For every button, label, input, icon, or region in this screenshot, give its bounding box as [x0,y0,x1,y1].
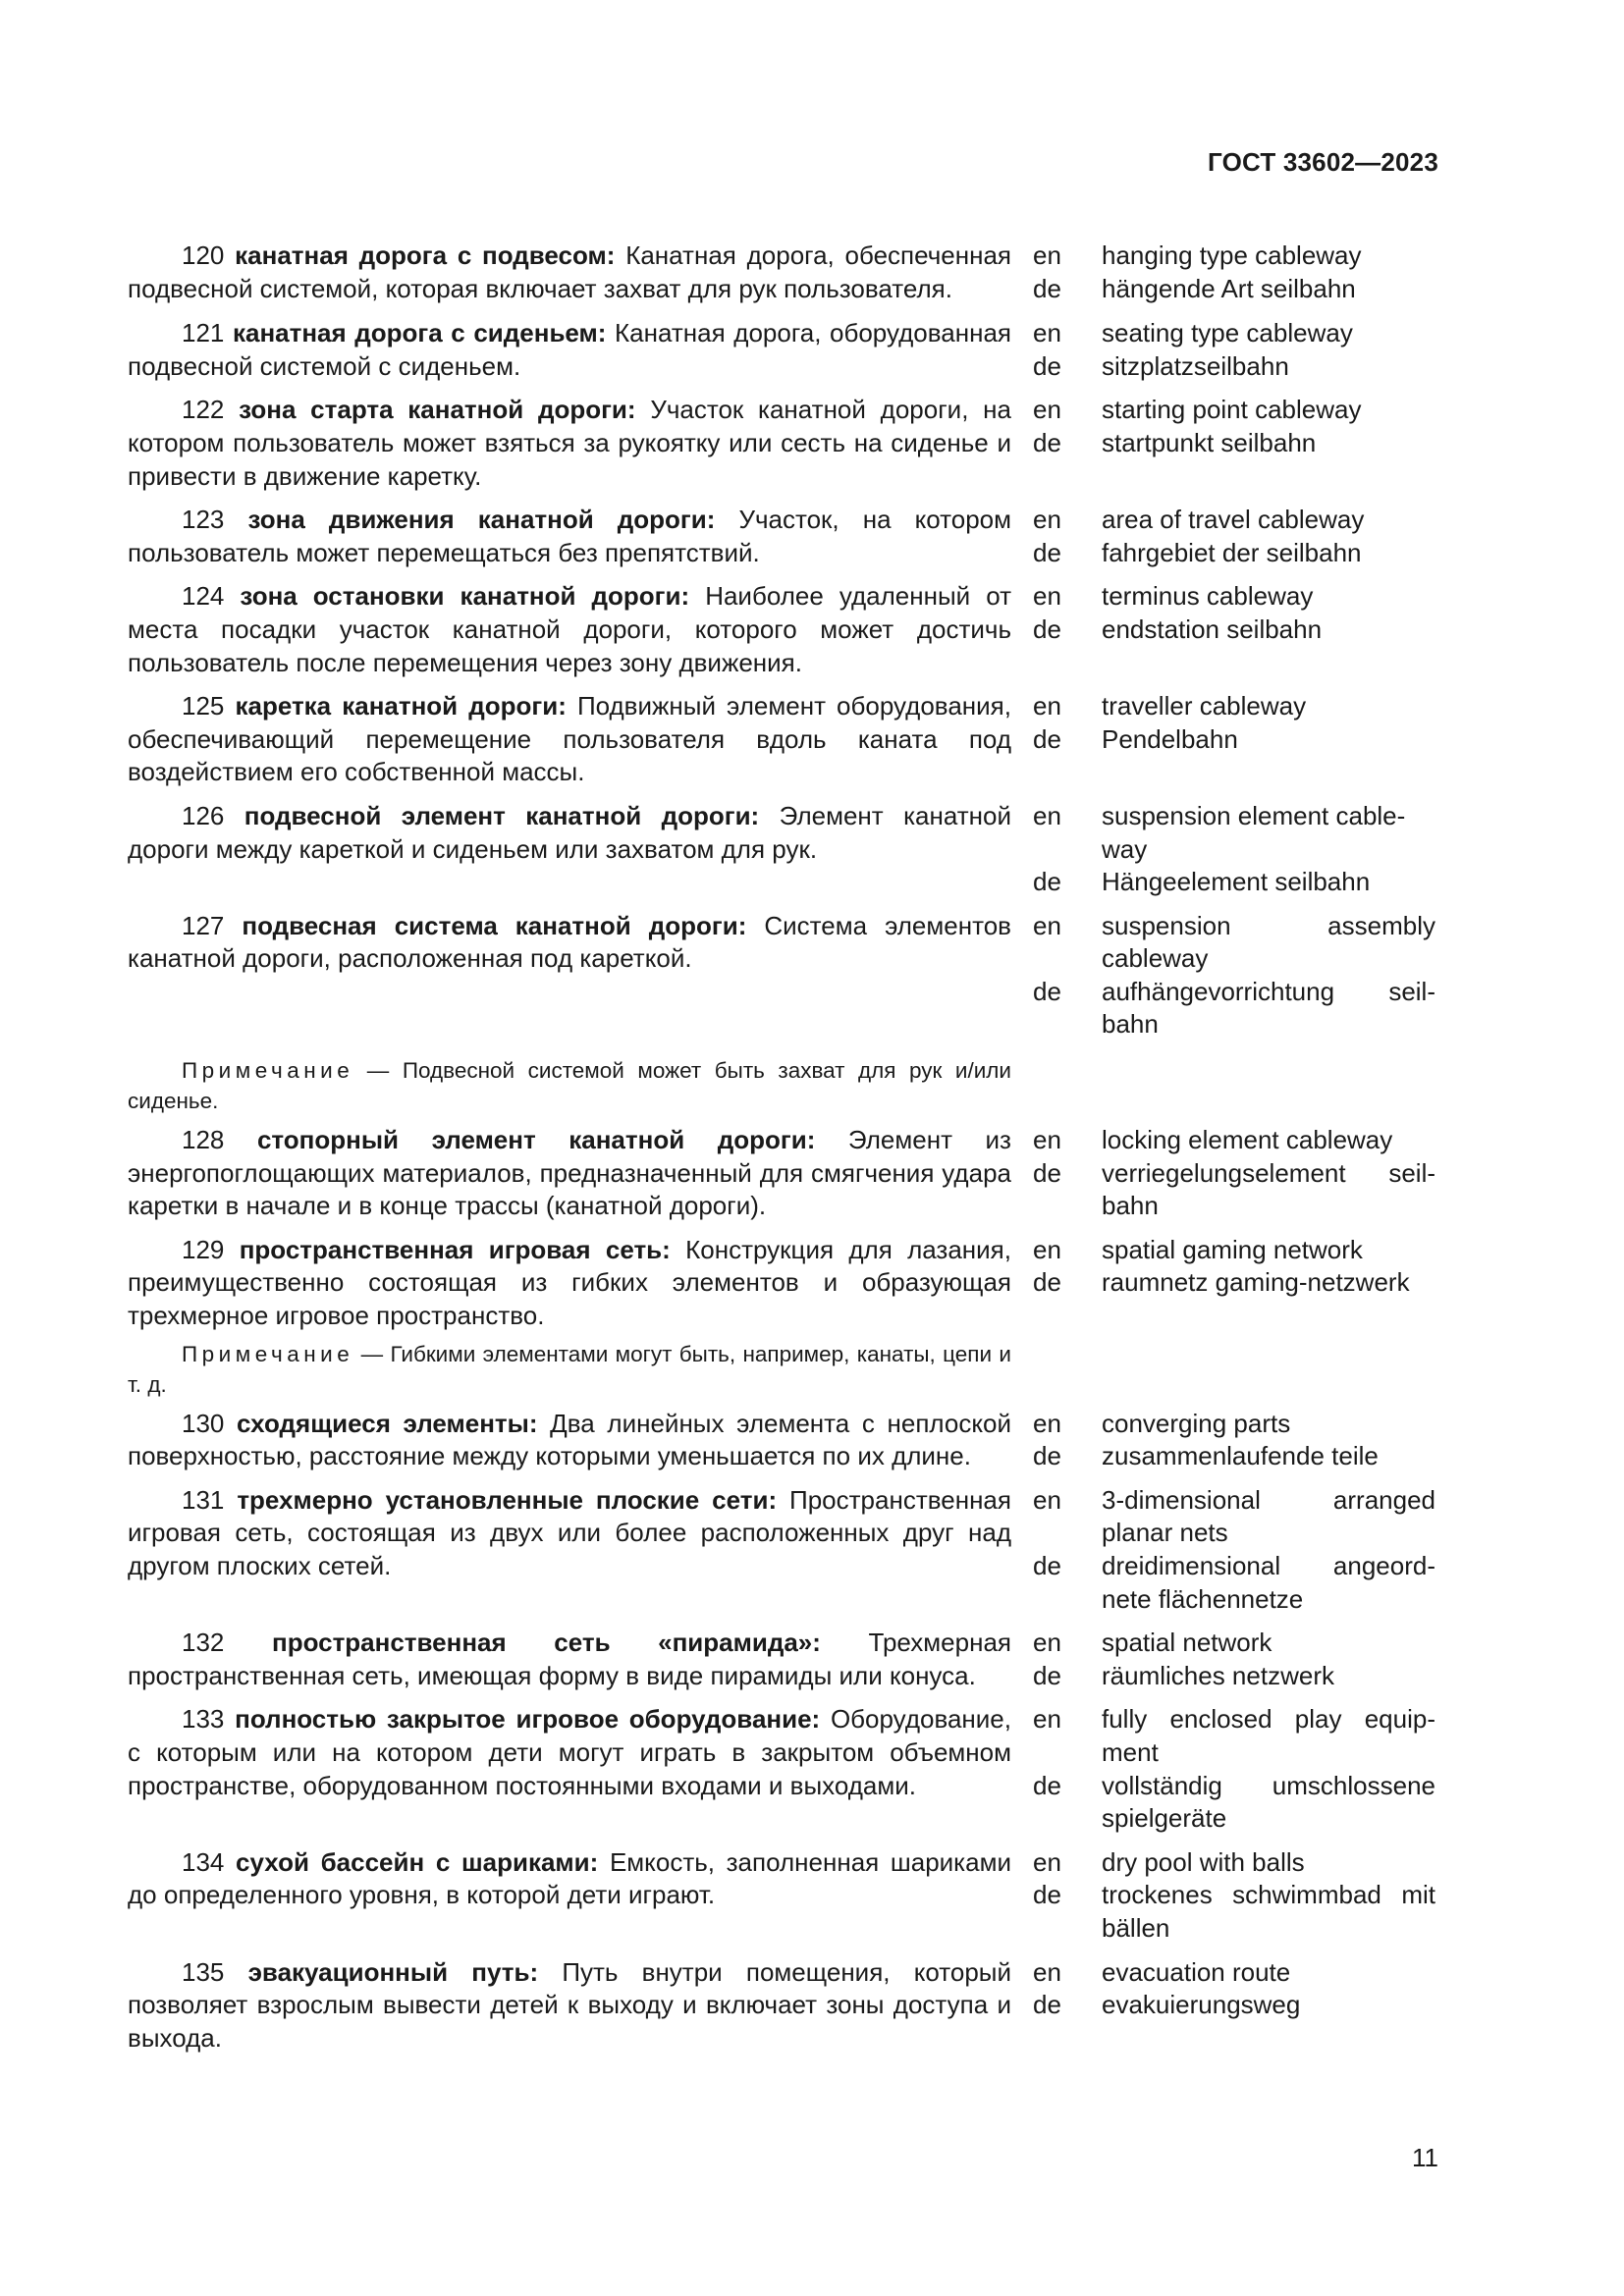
term-title: сходящиеся элементы: [237,1408,538,1438]
term-number: 121 [182,318,225,348]
term-number: 130 [182,1408,225,1438]
translation-pair [1033,537,1435,570]
term-en: starting point cableway [1102,395,1362,425]
term-de [1102,1879,1435,1945]
lang-code-de: de [1033,1551,1061,1580]
term-en [1102,1703,1435,1769]
term-en: area of travel cableway [1102,505,1365,535]
lang-code-de: de [1033,1157,1061,1188]
lang-code-en: en [1033,1484,1061,1515]
translation-pair [1033,1956,1435,1990]
term-number: 134 [182,1846,225,1877]
note-label: Примечание [182,1341,354,1366]
term-entry [128,1124,1438,1223]
lang-code-de: de [1033,1267,1061,1298]
translation-pair [1033,1989,1435,2022]
lang-code-en: en [1033,395,1061,425]
lang-code-en: en [1033,1234,1061,1264]
term-entry [128,1956,1438,2056]
term-de-line: trockenes schwimmbad mit [1102,1880,1435,1910]
term-definition: Конструкция для лазания, преимущественно состоящая из гибких элементов и образующая трехмерное игровое пространство. [128,1234,1011,1331]
document-code: ГОСТ 33602—2023 [1208,147,1438,177]
page-number: 11 [1412,2143,1438,2172]
term-entry [128,1484,1438,1616]
term-text [128,1124,1011,1223]
translations [1011,317,1435,383]
translation-pair [1033,350,1435,384]
term-definition: Подвижный элемент оборудования, обеспечивающий перемещение пользователя вдоль каната под воздействием его собственной массы. [128,691,1011,787]
term-en: terminus cableway [1102,581,1314,612]
term-definition: Два линейных элемента с неплоской поверхностью, расстояние между которыми уменьшается по их длине. [128,1408,1012,1471]
term-de: sitzplatzseilbahn [1102,350,1289,381]
term-text [128,910,1011,976]
term-entry [128,1627,1438,1692]
term-en: hanging type cableway [1102,240,1362,270]
term-definition: Путь внутри помещения, который позволяет взрослым вывести детей к выходу и включает зоны доступа и выхода. [128,1956,1011,2053]
lang-code-en: en [1033,691,1061,721]
term-en-line: suspension assembly [1102,910,1435,940]
term-definition: Участок, на котором пользователь может перемещаться без препятствий. [128,505,1012,567]
term-de [1102,1550,1435,1616]
translations [1011,1846,1435,1946]
term-number: 125 [182,691,225,721]
term-definition: Элемент канатной дороги между кареткой и сиденьем или захватом для рук. [128,800,1011,864]
term-number: 128 [182,1125,225,1155]
term-en: seating type cableway [1102,318,1353,348]
translation-pair [1033,1846,1435,1880]
term-de-line: nete flächennetze [1102,1583,1304,1614]
lang-code-en: en [1033,1408,1061,1438]
translation-pair [1033,1627,1435,1660]
term-number: 126 [182,800,225,830]
term-en: spatial network [1102,1628,1272,1658]
translation-pair [1033,1124,1435,1157]
note-text: — Подвесной системой может быть захват для рук и/или сиденье. [128,1058,1011,1114]
term-title: канатная дорога с сиденьем: [232,318,607,348]
term-de: fahrgebiet der seilbahn [1102,537,1362,567]
translation-pair [1033,273,1435,306]
term-de-line: bällen [1102,1912,1170,1943]
lang-code-de: de [1033,273,1061,303]
term-de-line: dreidimensional angeord- [1102,1551,1435,1580]
term-en-line: planar nets [1102,1518,1228,1548]
lang-code-en: en [1033,1628,1061,1658]
term-title: зона движения канатной дороги: [247,505,716,535]
term-definition: Оборудование, с которым или на котором дети могут играть в закрытом объемном пространстве, оборудованном постоянными входами и выходами. [128,1704,1011,1800]
lang-code-en: en [1033,910,1061,940]
translation-pair [1033,723,1435,757]
term-en: spatial gaming network [1102,1234,1363,1264]
term-number: 129 [182,1234,225,1264]
term-de: Hängeelement seilbahn [1102,867,1371,897]
term-entry [128,504,1438,569]
translation-pair [1033,1484,1435,1550]
translations [1011,1124,1435,1223]
lang-code-en: en [1033,240,1061,270]
term-text [128,1234,1011,1333]
term-number: 124 [182,581,225,612]
term-text [128,317,1011,383]
translation-pair [1033,1408,1435,1441]
term-de: evakuierungsweg [1102,1990,1301,2020]
translations [1011,1627,1435,1692]
lang-code-de: de [1033,1880,1061,1910]
lang-code-de: de [1033,537,1061,567]
term-en-line: way [1102,833,1148,864]
term-title: зона остановки канатной дороги: [240,581,690,612]
translations [1011,1703,1435,1835]
term-en [1102,910,1435,976]
term-en-line: suspension element cable- [1102,800,1406,830]
term-entry [128,1846,1438,1946]
lang-code-de: de [1033,1770,1061,1800]
translation-pair [1033,1660,1435,1693]
lang-code-de: de [1033,1660,1061,1690]
translation-pair [1033,866,1435,899]
note [128,1055,1011,1116]
term-text [128,1408,1011,1473]
term-entry [128,240,1438,305]
term-text [128,690,1011,789]
translation-pair [1033,1879,1435,1945]
translation-pair [1033,614,1435,647]
term-de-line: aufhängevorrichtung seil- [1102,976,1435,1006]
lang-code-en: en [1033,1846,1061,1877]
term-title: подвесная система канатной дороги: [242,910,747,940]
term-en: evacuation route [1102,1956,1291,1987]
term-en-line: ment [1102,1736,1159,1767]
translation-pair [1033,1266,1435,1300]
translations [1011,1408,1435,1473]
term-number: 131 [182,1484,225,1515]
term-de-line: bahn [1102,1009,1159,1040]
translations [1011,240,1435,305]
term-de-line: spielgeräte [1102,1803,1227,1834]
translations [1011,690,1435,756]
lang-code-en: en [1033,800,1061,830]
term-entry [128,1234,1438,1333]
term-text [128,394,1011,493]
term-definition: Наиболее удаленный от места посадки участок канатной дороги, которого может достичь пользователь после перемещения через зону движения. [128,581,1011,677]
translation-pair [1033,690,1435,723]
term-title: полностью закрытое игровое оборудование: [235,1704,821,1735]
term-entry [128,1408,1438,1473]
term-text [128,800,1011,866]
term-de: Pendelbahn [1102,723,1238,754]
term-text [128,240,1011,305]
term-de-line: vollständig umschlossene [1102,1770,1435,1800]
term-definition: Система элементов канатной дороги, расположенная под кареткой. [128,910,1011,974]
term-number: 120 [182,240,225,270]
term-entry [128,910,1438,1041]
lang-code-de: de [1033,976,1061,1006]
term-de: räumliches netzwerk [1102,1660,1334,1690]
term-title: пространственная сеть «пирамида»: [271,1628,821,1658]
term-de: endstation seilbahn [1102,614,1323,644]
translation-pair [1033,1157,1435,1223]
translation-pair [1033,1234,1435,1267]
term-title: эвакуационный путь: [247,1956,539,1987]
term-de [1102,1770,1435,1836]
lang-code-de: de [1033,427,1061,457]
translations [1011,1484,1435,1616]
term-de [1102,1157,1435,1223]
lang-code-en: en [1033,318,1061,348]
translation-pair [1033,1703,1435,1769]
term-entry [128,317,1438,383]
note [128,1339,1011,1400]
term-definition: Канатная дорога, обеспеченная подвесной системой, которая включает захват для рук пользователя. [128,240,1011,303]
term-en-line: cableway [1102,943,1209,974]
term-text [128,1956,1011,2056]
term-de: hängende Art seilbahn [1102,273,1356,303]
term-en: dry pool with balls [1102,1846,1305,1877]
term-text [128,1703,1011,1802]
term-en-line: 3-dimensional arranged [1102,1484,1435,1515]
lang-code-de: de [1033,1441,1061,1471]
term-definition: Канатная дорога, оборудованная подвесной системой с сиденьем. [128,318,1011,381]
term-number: 123 [182,505,225,535]
term-title: пространственная игровая сеть: [239,1234,671,1264]
term-entry [128,690,1438,789]
term-title: сухой бассейн с шариками: [236,1846,599,1877]
term-en [1102,1484,1435,1550]
translation-pair [1033,800,1435,866]
term-number: 135 [182,1956,225,1987]
terms-list [128,240,1438,2055]
term-en: converging parts [1102,1408,1291,1438]
term-number: 127 [182,910,225,940]
translations [1011,910,1435,1041]
term-definition: Трехмерная пространственная сеть, имеющая форму в виде пирамиды или конуса. [128,1628,1011,1690]
translation-pair [1033,1550,1435,1616]
term-title: каретка канатной дороги: [235,691,567,721]
lang-code-de: de [1033,614,1061,644]
term-title: подвесной элемент канатной дороги: [244,800,760,830]
lang-code-en: en [1033,1956,1061,1987]
translation-pair [1033,317,1435,350]
term-de [1102,976,1435,1041]
term-title: стопорный элемент канатной дороги: [256,1125,816,1155]
lang-code-en: en [1033,581,1061,612]
term-definition: Емкость, заполненная шариками до определенного уровня, в которой дети играют. [128,1846,1011,1910]
term-text [128,504,1011,569]
term-entry [128,580,1438,679]
translation-pair [1033,394,1435,427]
lang-code-en: en [1033,1704,1061,1735]
translation-pair [1033,427,1435,460]
term-de: startpunkt seilbahn [1102,427,1317,457]
term-en: locking element cableway [1102,1125,1393,1155]
term-definition: Элемент из энергопоглощающих материалов, предназначенный для смягчения удара каретки в начале и в конце трассы (канатной дороги). [128,1125,1011,1221]
translation-pair [1033,910,1435,976]
term-title: канатная дорога с подвесом: [235,240,616,270]
term-definition: Пространственная игровая сеть, состоящая из двух или более расположенных друг над другом плоских сетей. [128,1484,1011,1580]
note-label: Примечание [182,1058,354,1084]
lang-code-en: en [1033,505,1061,535]
lang-code-de: de [1033,867,1061,897]
translation-pair [1033,1770,1435,1836]
term-de-line: bahn [1102,1191,1159,1221]
lang-code-de: de [1033,723,1061,754]
term-text [128,1846,1011,1912]
translation-pair [1033,504,1435,537]
translation-pair [1033,1440,1435,1473]
lang-code-de: de [1033,1990,1061,2020]
term-text [128,1627,1011,1692]
term-title: зона старта канатной дороги: [239,395,636,425]
translations [1011,580,1435,646]
term-text [128,580,1011,679]
lang-code-de: de [1033,350,1061,381]
translation-pair [1033,240,1435,273]
term-number: 132 [182,1628,225,1658]
translations [1011,1234,1435,1300]
term-entry [128,800,1438,899]
translations [1011,504,1435,569]
note-text: — Гибкими элементами могут быть, например, канаты, цепи и т. д. [128,1341,1011,1397]
term-en: traveller cableway [1102,691,1307,721]
term-de: raumnetz gaming-netzwerk [1102,1267,1410,1298]
term-number: 122 [182,395,225,425]
term-de: zusammenlaufende teile [1102,1441,1379,1471]
translations [1011,1956,1435,2022]
translation-pair [1033,976,1435,1041]
term-definition: Участок канатной дороги, на котором пользователь может взяться за рукоятку или сесть на сиденье и привести в движение каретку. [128,395,1011,491]
term-text [128,1484,1011,1583]
term-entry [128,1703,1438,1835]
term-en-line: fully enclosed play equip- [1102,1704,1435,1735]
term-de-line: verriegelungselement seil- [1102,1157,1435,1188]
term-number: 133 [182,1704,225,1735]
translations [1011,800,1435,899]
translations [1011,394,1435,459]
term-en [1102,800,1435,866]
translation-pair [1033,580,1435,614]
term-entry [128,394,1438,493]
term-title: трехмерно установленные плоские сети: [237,1484,778,1515]
lang-code-en: en [1033,1125,1061,1155]
